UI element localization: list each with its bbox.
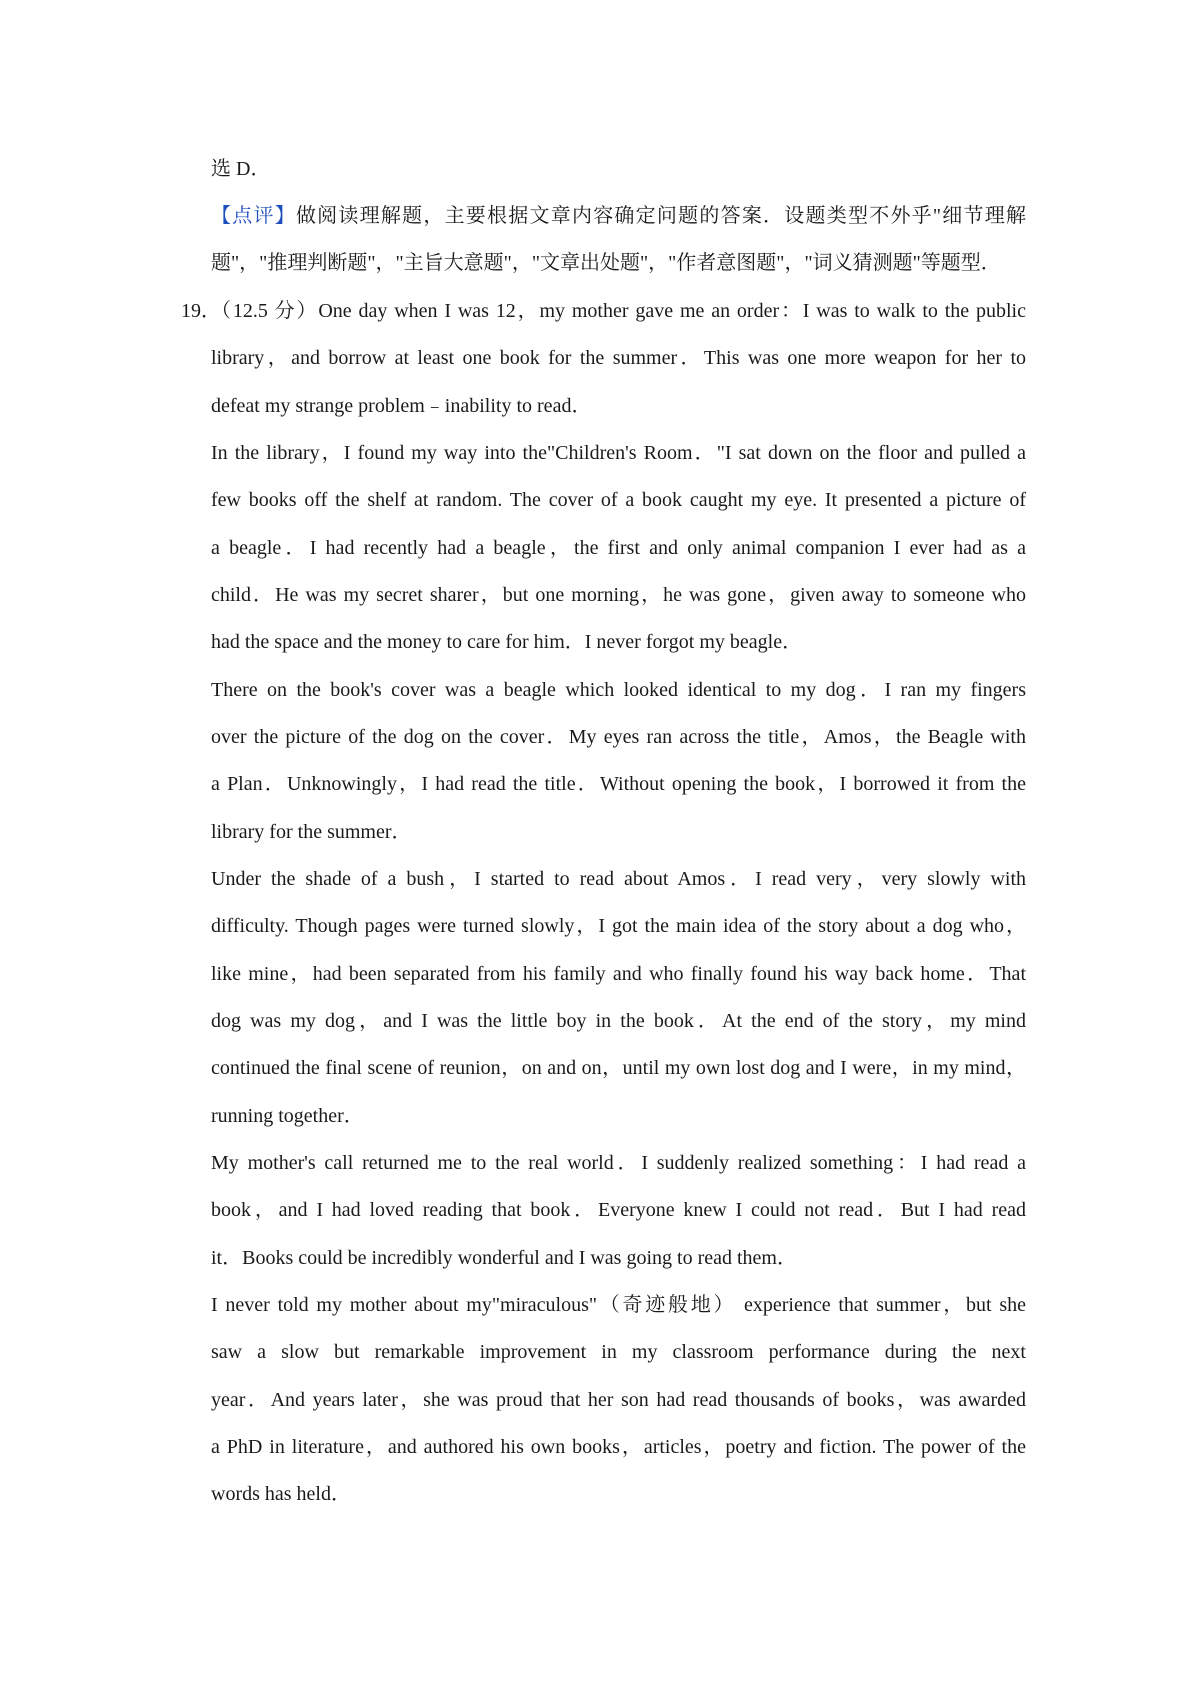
question-line-1 (181, 297, 1026, 325)
paragraph-line: library，and borrow at least one book for the summer．This was one more weapon for her to (211, 347, 1026, 369)
paragraph-line: few books off the shelf at random. The cover of a book caught my eye. It presented a picture of (211, 489, 1026, 511)
paragraph-line: In the library，I found my way into the"Children's Room．"I sat down on the floor and pulled a (211, 442, 1026, 464)
comment-line-2: 题"，"推理判断题"，"主旨大意题"，"文章出处题"，"作者意图题"，"词义猜测题"等题型． (211, 252, 1001, 274)
question-score: （12.5 分） (211, 300, 319, 322)
paragraph-line: My mother's call returned me to the real world．I suddenly realized something：I had read a (211, 1152, 1026, 1174)
paragraph-line: running together． (211, 1105, 364, 1127)
paragraph-line: a Plan．Unknowingly，I had read the title．Without opening the book，I borrowed it from the (211, 773, 1026, 795)
paragraph-line: There on the book's cover was a beagle which looked identical to my dog．I ran my fingers (211, 679, 1026, 701)
question-number: 19． (181, 300, 221, 322)
comment-label: 【点评】 (211, 205, 296, 227)
comment-text-1: 做阅读理解题，主要根据文章内容确定问题的答案．设题类型不外乎"细节理解 (295, 205, 1026, 227)
paragraph-line: book，and I had loved reading that book．Everyone knew I could not read．But I had read (211, 1199, 1026, 1221)
paragraph-line: library for the summer． (211, 821, 412, 843)
paragraph-line: difficulty. Though pages were turned slowly，I got the main idea of the story about a dog who， (211, 915, 1026, 937)
paragraph-line: a PhD in literature，and authored his own books，articles，poetry and fiction. The power of the (211, 1436, 1026, 1458)
answer-line: 选 D． (211, 158, 271, 180)
paragraph-line: continued the final scene of reunion，on and on，until my own lost dog and I were，in my mind， (211, 1057, 1026, 1079)
paragraph-line: a beagle．I had recently had a beagle，the first and only animal companion I ever had as a (211, 537, 1026, 559)
paragraph-line: over the picture of the dog on the cover．My eyes ran across the title，Amos，the Beagle with (211, 726, 1026, 748)
paragraph-line: saw a slow but remarkable improvement in my classroom performance during the next (211, 1341, 1026, 1363)
comment-line-1 (211, 202, 1026, 230)
paragraph-line: had the space and the money to care for him．I never forgot my beagle． (211, 631, 803, 653)
paragraph-line: like mine，had been separated from his family and who finally found his way back home．That (211, 963, 1026, 985)
paragraph-line: defeat my strange problem﹣inability to read． (211, 395, 592, 417)
question-text-1: One day when I was 12，my mother gave me an order：I was to walk to the public (318, 300, 1026, 322)
paragraph-line: it．Books could be incredibly wonderful and I was going to read them． (211, 1247, 797, 1269)
paragraph-line: I never told my mother about my"miraculous"（奇迹般地） experience that summer，but she (211, 1294, 1026, 1316)
paragraph-line: year．And years later，she was proud that her son had read thousands of books，was awarded (211, 1389, 1026, 1411)
paragraph-line: words has held． (211, 1483, 351, 1505)
paragraph-line: child．He was my secret sharer，but one morning，he was gone，given away to someone who (211, 584, 1026, 606)
paragraph-line: Under the shade of a bush，I started to read about Amos．I read very，very slowly with (211, 868, 1026, 890)
paragraph-line: dog was my dog，and I was the little boy in the book．At the end of the story，my mind (211, 1010, 1026, 1032)
